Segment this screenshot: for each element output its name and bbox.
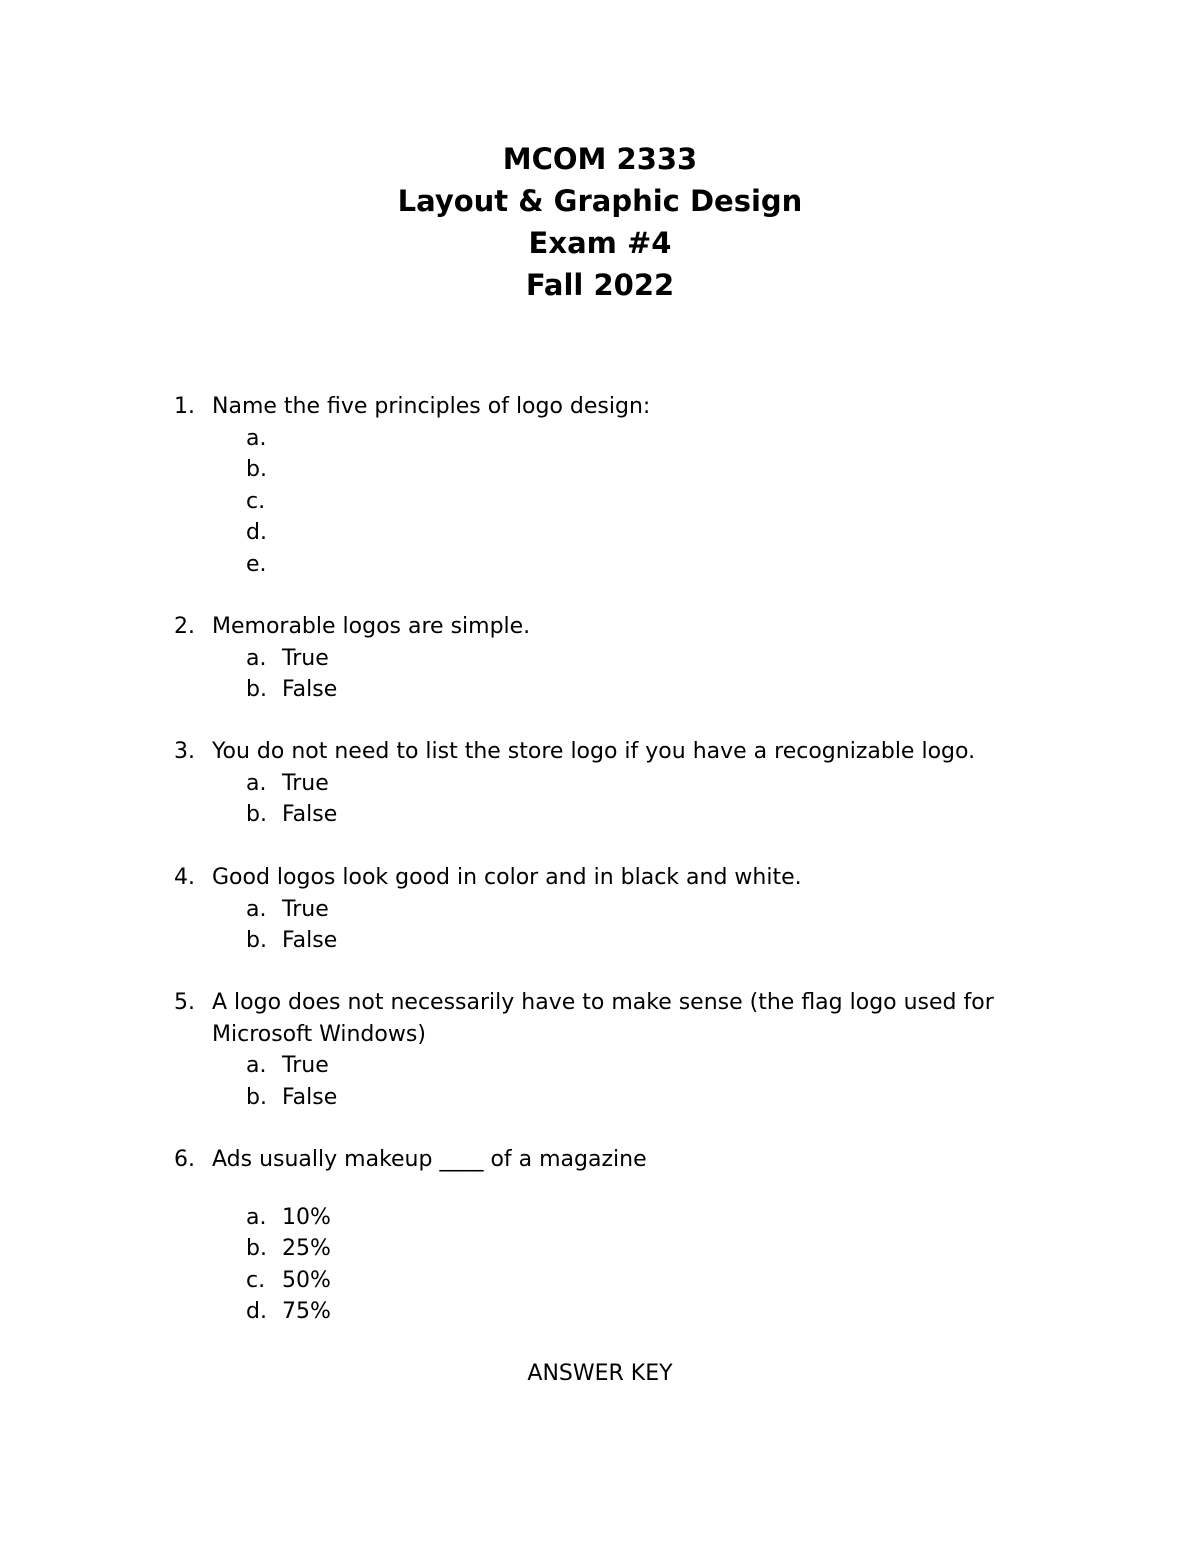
option-letter: b.	[246, 677, 267, 702]
exam-number: Exam #4	[528, 226, 672, 260]
option-text: True	[282, 770, 329, 796]
option-text: 25%	[282, 1236, 331, 1261]
option-letter: b.	[246, 928, 267, 953]
option-letter: c.	[246, 1267, 266, 1293]
question-6	[174, 1144, 1074, 1328]
option-d	[174, 517, 1074, 549]
answer-key-label: ANSWER KEY	[527, 1361, 673, 1386]
question-3	[174, 736, 1074, 831]
option-b	[174, 799, 1074, 831]
option-letter: d.	[246, 520, 267, 545]
option-letter: d.	[246, 1299, 267, 1324]
option-letter: e.	[246, 551, 267, 577]
option-list	[174, 1202, 1074, 1328]
option-text: True	[282, 896, 329, 922]
course-title: Layout & Graphic Design	[397, 184, 803, 218]
option-c	[174, 1265, 1074, 1297]
question-text: Good logos look good in color and in black and white.	[212, 865, 802, 890]
option-d	[174, 1296, 1074, 1328]
option-b	[174, 674, 1074, 706]
option-a	[174, 423, 1074, 455]
question-text: Memorable logos are simple.	[212, 614, 531, 639]
exam-header	[0, 138, 1200, 306]
exam-term: Fall 2022	[525, 268, 675, 302]
option-letter: a.	[246, 896, 267, 922]
option-a	[174, 768, 1074, 800]
option-text: False	[282, 1084, 338, 1110]
option-letter: a.	[246, 1053, 267, 1078]
option-list	[174, 423, 1074, 581]
option-a	[174, 1202, 1074, 1234]
option-list	[174, 1050, 1054, 1113]
question-text: Ads usually makeup ____ of a magazine	[212, 1147, 647, 1172]
option-b	[174, 1233, 1074, 1265]
question-text: Name the five principles of logo design:	[212, 394, 651, 419]
question-number: 4.	[174, 865, 195, 890]
option-letter: a.	[246, 645, 267, 671]
option-a	[174, 894, 1074, 926]
option-e	[174, 549, 1074, 581]
question-2	[174, 611, 1074, 706]
question-text: A logo does not necessarily have to make sense (the flag logo used for Microsoft Windows)	[212, 990, 994, 1047]
option-letter: a.	[246, 770, 267, 796]
question-1	[174, 391, 1074, 580]
option-letter: b.	[246, 1236, 267, 1261]
option-text: 10%	[282, 1204, 331, 1230]
option-list	[174, 643, 1074, 706]
question-4	[174, 862, 1074, 957]
option-text: 50%	[282, 1267, 331, 1293]
option-b	[174, 925, 1074, 957]
option-text: False	[282, 928, 338, 953]
option-a	[174, 1050, 1054, 1082]
question-number: 2.	[174, 614, 195, 639]
course-code: MCOM 2333	[502, 142, 698, 176]
option-text: True	[282, 1053, 329, 1078]
option-b	[174, 454, 1074, 486]
option-text: True	[282, 645, 329, 671]
question-5	[174, 987, 1054, 1113]
question-number: 5.	[174, 990, 195, 1015]
option-text: False	[282, 802, 338, 827]
option-b	[174, 1082, 1054, 1114]
option-letter: b.	[246, 802, 267, 827]
option-letter: b.	[246, 457, 267, 482]
option-list	[174, 894, 1074, 957]
option-c	[174, 486, 1074, 518]
option-letter: c.	[246, 488, 266, 514]
option-letter: a.	[246, 1204, 267, 1230]
option-letter: a.	[246, 425, 267, 451]
question-number: 1.	[174, 394, 195, 419]
option-a	[174, 643, 1074, 675]
question-number: 6.	[174, 1147, 195, 1172]
question-number: 3.	[174, 739, 195, 764]
option-text: 75%	[282, 1299, 331, 1324]
option-letter: b.	[246, 1084, 267, 1110]
question-text: You do not need to list the store logo if you have a recognizable logo.	[212, 739, 976, 764]
option-list	[174, 768, 1074, 831]
option-text: False	[282, 677, 338, 702]
